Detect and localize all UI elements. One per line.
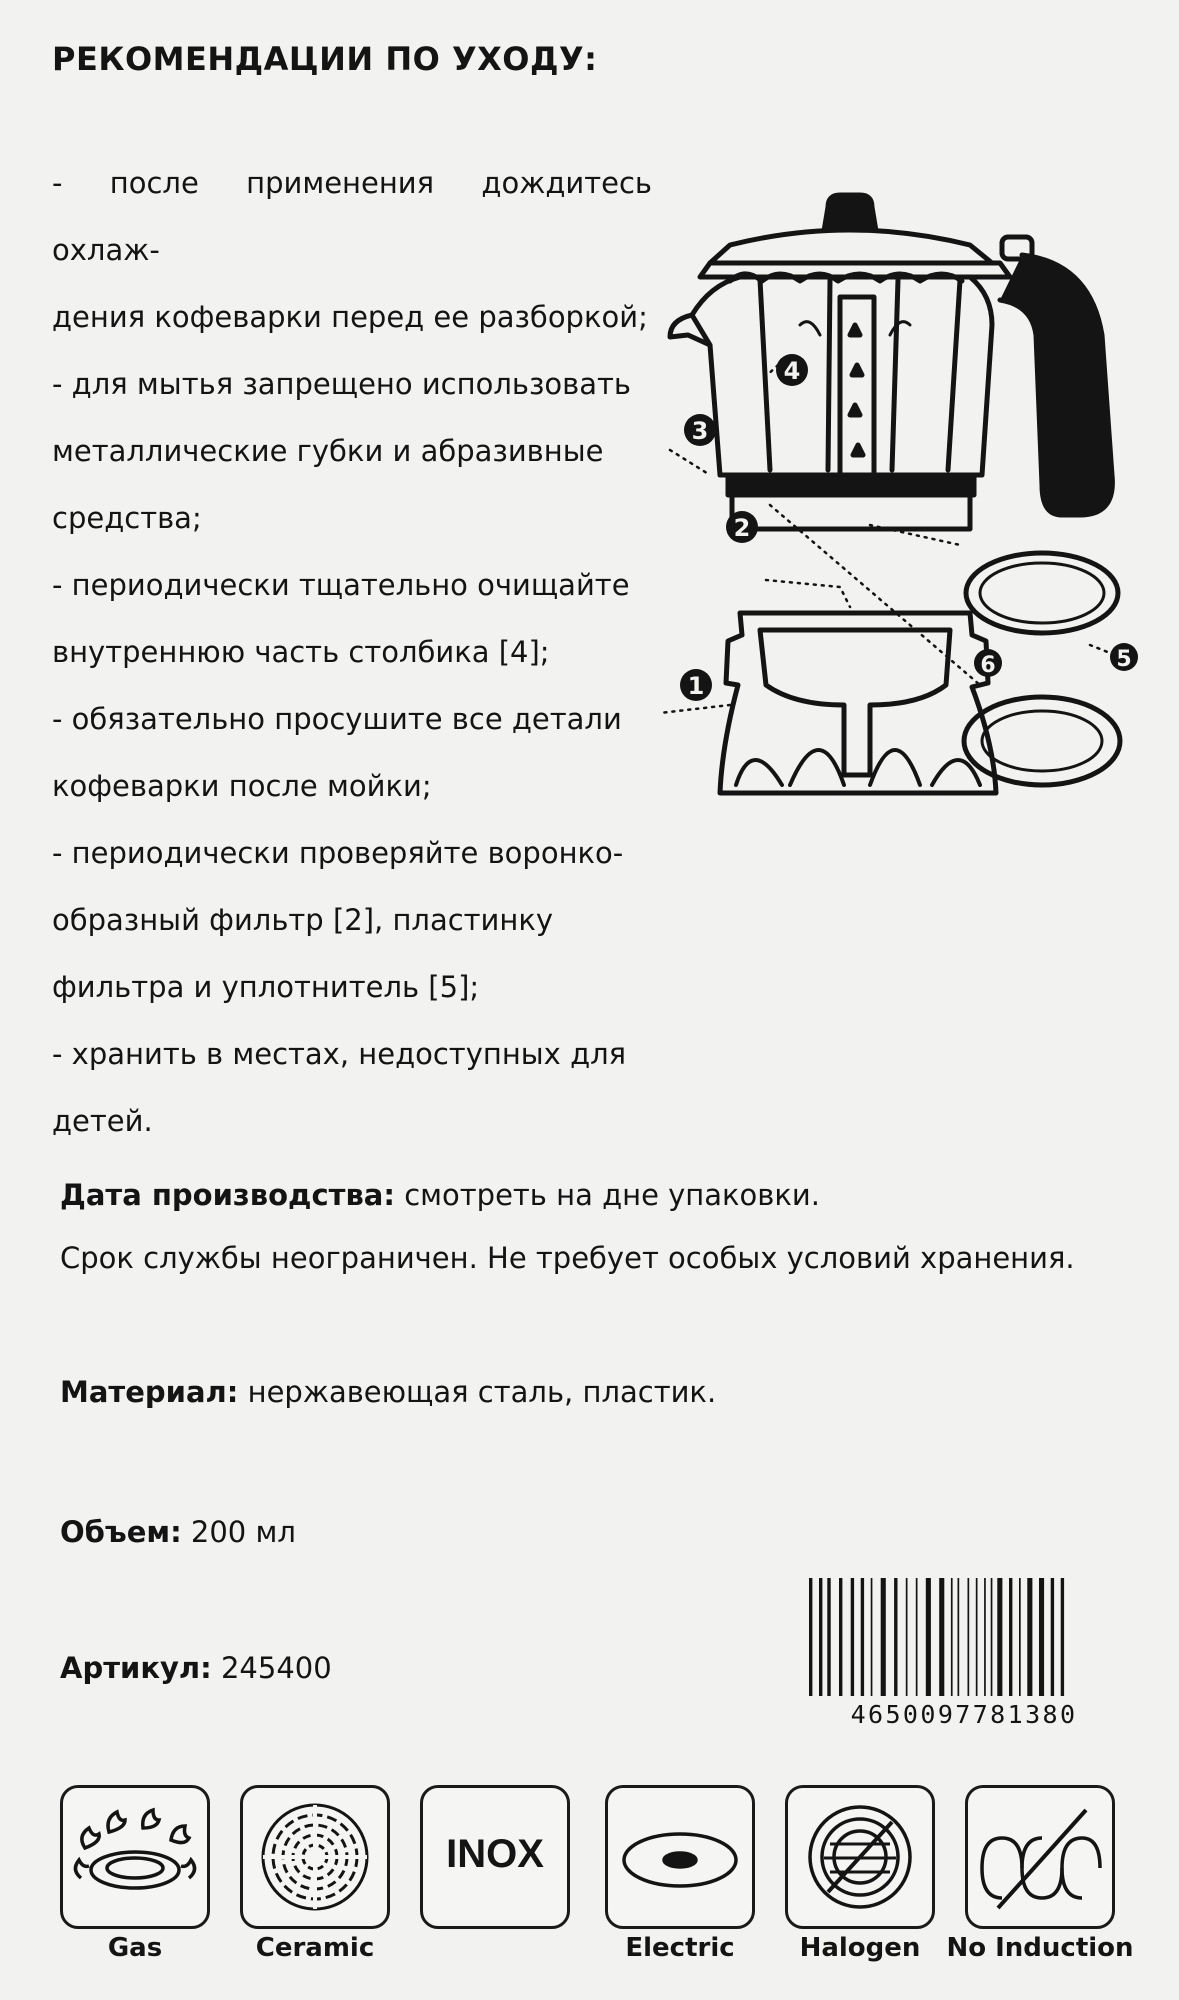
callout-5: 5 bbox=[1116, 647, 1132, 672]
inox-icon: INOX bbox=[446, 1832, 544, 1876]
callout-4: 4 bbox=[783, 357, 801, 385]
barcode-bar bbox=[906, 1578, 908, 1696]
barcode-bar bbox=[984, 1578, 986, 1696]
barcode-bar bbox=[976, 1578, 978, 1696]
stove-gas bbox=[60, 1785, 210, 1985]
barcode-digits: 4650097781380 bbox=[850, 1700, 1078, 1729]
stove-no-induction-frame bbox=[965, 1785, 1115, 1929]
no-induction-icon bbox=[968, 1788, 1112, 1926]
barcode-bar bbox=[1027, 1578, 1032, 1696]
production-date bbox=[60, 1175, 820, 1215]
barcode-bar bbox=[809, 1578, 812, 1696]
care-instructions-list bbox=[52, 150, 652, 1155]
stove-ceramic-label: Ceramic bbox=[255, 1933, 375, 1963]
care-line: - хранить в местах, недоступных для bbox=[52, 1037, 627, 1071]
material bbox=[60, 1372, 716, 1412]
barcode-bar bbox=[819, 1578, 822, 1696]
stove-ceramic bbox=[240, 1785, 390, 1985]
callout-2: 2 bbox=[733, 514, 751, 542]
barcode-bar bbox=[958, 1578, 960, 1696]
stove-inox bbox=[420, 1785, 570, 1985]
production-date-value: смотреть на дне упаковки. bbox=[394, 1178, 820, 1212]
barcode-bar bbox=[839, 1578, 842, 1696]
stove-electric bbox=[605, 1785, 755, 1985]
stove-electric-frame bbox=[605, 1785, 755, 1929]
barcode-bar bbox=[894, 1578, 897, 1696]
moka-pot-diagram bbox=[670, 185, 1130, 825]
volume bbox=[60, 1512, 296, 1552]
callout-6: 6 bbox=[980, 653, 996, 678]
barcode-bar bbox=[1051, 1578, 1054, 1696]
volume-value: 200 мл bbox=[181, 1515, 296, 1549]
barcode-bar bbox=[861, 1578, 864, 1696]
stove-gas-frame bbox=[60, 1785, 210, 1929]
article bbox=[60, 1648, 332, 1688]
callout-1: 1 bbox=[687, 672, 705, 700]
care-line: - периодически проверяйте воронко- bbox=[52, 836, 624, 870]
service-life: Срок службы неограничен. Не требует особых условий хранения. bbox=[60, 1241, 1075, 1275]
care-line: - периодически тщательно очищайте bbox=[52, 568, 630, 602]
barcode-bar bbox=[916, 1578, 918, 1696]
cooktop-compatibility-row bbox=[60, 1785, 1140, 1985]
barcode-bar bbox=[1009, 1578, 1012, 1696]
barcode-bar bbox=[1061, 1578, 1064, 1696]
volume-label: Объем: bbox=[60, 1515, 182, 1549]
halogen-hob-icon bbox=[788, 1788, 932, 1926]
barcode-bar bbox=[871, 1578, 873, 1696]
stove-gas-label: Gas bbox=[107, 1933, 163, 1963]
stove-halogen bbox=[785, 1785, 935, 1985]
electric-plate-icon bbox=[608, 1788, 752, 1926]
barcode-bar bbox=[926, 1578, 931, 1696]
barcode-bar bbox=[968, 1578, 970, 1696]
callout-3: 3 bbox=[691, 417, 709, 445]
care-line: образный фильтр [2], пластинку bbox=[52, 903, 554, 937]
material-value: нержавеющая сталь, пластик. bbox=[238, 1375, 717, 1409]
barcode-bar bbox=[997, 1578, 1002, 1696]
care-line: средства; bbox=[52, 501, 202, 535]
gas-burner-icon bbox=[63, 1788, 207, 1926]
care-line: фильтра и уплотнитель [5]; bbox=[52, 970, 480, 1004]
production-date-label: Дата производства: bbox=[60, 1178, 395, 1212]
care-line: внутреннюю часть столбика [4]; bbox=[52, 635, 550, 669]
stove-ceramic-frame bbox=[240, 1785, 390, 1929]
ceramic-hob-icon bbox=[243, 1788, 387, 1926]
care-line: - после применения дождитесь охлаж- bbox=[52, 166, 652, 267]
barcode-bar bbox=[851, 1578, 854, 1696]
barcode-bar bbox=[939, 1578, 944, 1696]
stove-inox-frame bbox=[420, 1785, 570, 1929]
stove-no-induction bbox=[946, 1785, 1134, 1985]
article-value: 245400 bbox=[211, 1651, 332, 1685]
stove-electric-label: Electric bbox=[625, 1933, 735, 1963]
stove-halogen-label: Halogen bbox=[799, 1933, 921, 1963]
barcode-bar bbox=[827, 1578, 830, 1696]
barcode-bar bbox=[951, 1578, 953, 1696]
care-line: - обязательно просушите все детали bbox=[52, 702, 622, 736]
material-label: Материал: bbox=[60, 1375, 239, 1409]
care-line: - для мытья запрещено использовать bbox=[52, 367, 631, 401]
article-label: Артикул: bbox=[60, 1651, 212, 1685]
barcode-bar bbox=[991, 1578, 993, 1696]
care-line: кофеварки после мойки; bbox=[52, 769, 432, 803]
barcode-bar bbox=[881, 1578, 886, 1696]
stove-no-induction-label: No Induction bbox=[946, 1933, 1134, 1963]
stove-halogen-frame bbox=[785, 1785, 935, 1929]
care-line: дения кофеварки перед ее разборкой; bbox=[52, 300, 648, 334]
care-line: детей. bbox=[52, 1104, 153, 1138]
barcode-bar bbox=[1039, 1578, 1044, 1696]
care-line: металлические губки и абразивные bbox=[52, 434, 604, 468]
care-title: РЕКОМЕНДАЦИИ ПО УХОДУ: bbox=[52, 40, 598, 78]
barcode-bar bbox=[1019, 1578, 1021, 1696]
